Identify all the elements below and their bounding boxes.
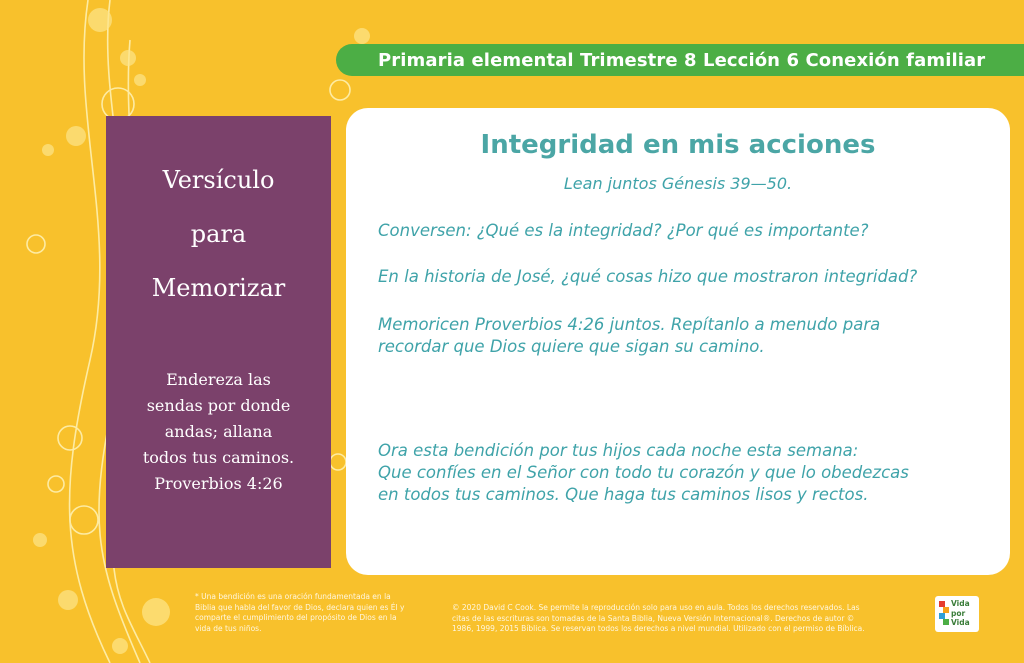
paragraph-line: Que confíes en el Señor con todo tu corazón y que lo obedezcas bbox=[378, 463, 909, 482]
discussion-paragraph bbox=[378, 220, 998, 242]
header-bar bbox=[336, 44, 1024, 76]
vida-por-vida-logo-icon bbox=[939, 601, 949, 627]
memory-verse-panel bbox=[106, 116, 331, 568]
memory-verse-title-line: para bbox=[190, 220, 247, 248]
memory-verse-line: Endereza las bbox=[166, 370, 271, 389]
copyright-notice bbox=[452, 603, 932, 635]
blessing-footnote bbox=[195, 592, 425, 634]
blessing-paragraph bbox=[378, 440, 998, 506]
paragraph-line: Conversen: ¿Qué es la integridad? ¿Por qué es importante? bbox=[378, 221, 869, 240]
memory-verse-line: todos tus caminos. bbox=[142, 448, 295, 467]
logo-word: por bbox=[951, 608, 966, 618]
memory-verse-line: sendas por donde bbox=[146, 396, 291, 415]
memory-verse-title-line: Versículo bbox=[162, 166, 275, 194]
memory-verse-title bbox=[106, 140, 331, 329]
page-title: Primaria elemental Trimestre 8 Lección 6 Conexión familiar bbox=[378, 49, 986, 71]
footnote-line: * Una bendición es una oración fundamentada en la bbox=[195, 592, 391, 601]
footnote-line: Biblia que habla del favor de Dios, declara quien es Él y bbox=[195, 602, 405, 612]
memorize-paragraph bbox=[378, 314, 998, 358]
paragraph-line: Memoricen Proverbios 4:26 juntos. Repítanlo a menudo para bbox=[378, 315, 881, 334]
paragraph-line: En la historia de José, ¿qué cosas hizo que mostraron integridad? bbox=[378, 267, 918, 286]
footnote-line: vida de tus niños. bbox=[195, 623, 262, 633]
memory-verse-text bbox=[106, 367, 331, 497]
copyright-line: citas de las escrituras son tomadas de la Santa Biblia, Nueva Versión Internacional®. Derechos de autor © bbox=[452, 613, 855, 623]
logo-word: Vida bbox=[951, 599, 970, 608]
paragraph-line: recordar que Dios quiere que sigan su camino. bbox=[378, 337, 765, 356]
footnote-line: comparte el cumplimiento del propósito de Dios en la bbox=[195, 613, 397, 622]
logo-wordmark bbox=[951, 599, 970, 628]
logo-word: Vida bbox=[951, 618, 970, 627]
lesson-card bbox=[346, 108, 1010, 575]
lesson-title: Integridad en mis acciones bbox=[480, 130, 876, 160]
memory-verse-line: andas; allana bbox=[164, 422, 273, 441]
vida-por-vida-logo bbox=[935, 596, 979, 632]
paragraph-line: Ora esta bendición por tus hijos cada noche esta semana: bbox=[378, 441, 859, 460]
memory-verse-reference: Proverbios 4:26 bbox=[154, 474, 283, 493]
copyright-line: © 2020 David C Cook. Se permite la reproducción solo para uso en aula. Todos los derechos reservados. Las bbox=[452, 603, 860, 612]
lesson-subtitle: Lean juntos Génesis 39—50. bbox=[563, 174, 793, 193]
copyright-line: 1986, 1999, 2015 Bíblica. Se reservan todos los derechos a nivel mundial. Utilizado con el permiso de Bíblica. bbox=[452, 624, 865, 633]
memory-verse-title-line: Memorizar bbox=[151, 274, 286, 302]
paragraph-line: en todos tus caminos. Que haga tus caminos lisos y rectos. bbox=[378, 485, 869, 504]
story-question-paragraph bbox=[378, 266, 998, 288]
